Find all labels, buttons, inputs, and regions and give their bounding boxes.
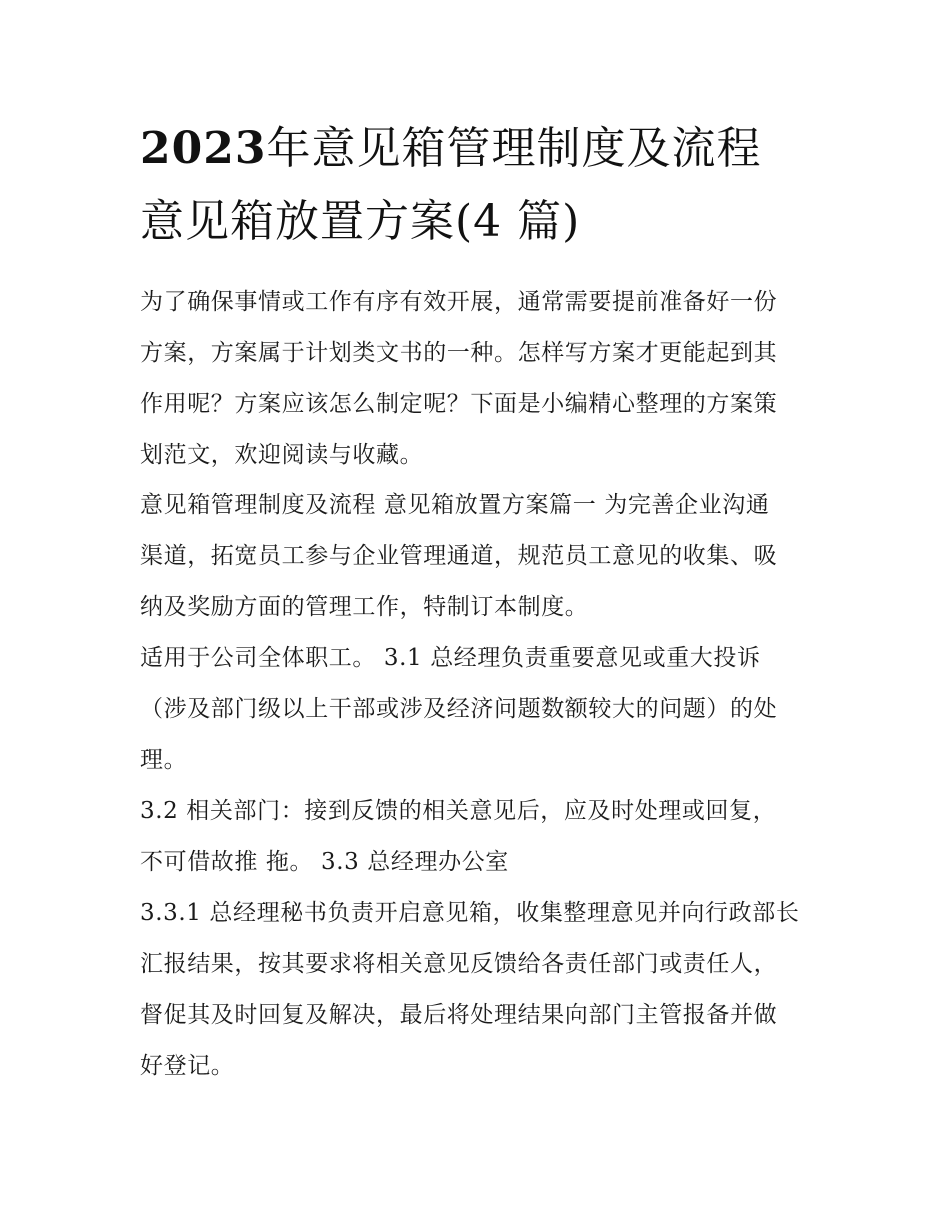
paragraph-line: 适用于公司全体职工。 3.1 总经理负责重要意见或重大投诉 [140,645,761,671]
title-line-2 [140,185,820,258]
paragraph-line: 作用呢？方案应该怎么制定呢？下面是小编精心整理的方案策 [140,391,778,417]
title-year: 2023 [140,123,267,174]
title-line-1 [140,112,820,185]
title-text-2: 意见箱放置方案(4 篇) [140,196,581,247]
paragraph-line: 督促其及时回复及解决，最后将处理结果向部门主管报备并做 [140,1002,778,1028]
paragraph-line: 3.2 相关部门：接到反馈的相关意见后，应及时处理或回复， [140,798,777,824]
paragraph-line: 纳及奖励方面的管理工作，特制订本制度。 [140,594,589,620]
paragraph-line: 3.3.1 总经理秘书负责开启意见箱，收集整理意见并向行政部长 [140,900,800,926]
paragraph-line: 不可借故推 拖。 3.3 总经理办公室 [140,849,509,875]
paragraph-line: 划范文，欢迎阅读与收藏。 [140,442,424,468]
paragraph-line: （涉及部门级以上干部或涉及经济问题数额较大的问题）的处 [140,696,778,722]
paragraph-line: 渠道，拓宽员工参与企业管理通道，规范员工意见的收集、吸 [140,543,778,569]
paragraph-purpose [140,480,820,633]
paragraph-departments [140,786,820,888]
paragraph-intro [140,277,820,481]
title-text-1: 年意见箱管理制度及流程 [266,123,762,174]
paragraph-line: 汇报结果，按其要求将相关意见反馈给各责任部门或责任人， [140,951,778,977]
paragraph-line: 好登记。 [140,1053,235,1079]
paragraph-line: 意见箱管理制度及流程 意见箱放置方案篇一 为完善企业沟通 [140,492,770,518]
paragraph-line: 为了确保事情或工作有序有效开展，通常需要提前准备好一份 [140,289,778,315]
paragraph-line: 理。 [140,747,188,773]
document-title [140,112,820,258]
paragraph-scope [140,633,820,786]
paragraph-line: 方案，方案属于计划类文书的一种。怎样写方案才更能起到其 [140,340,778,366]
paragraph-secretary [140,888,820,1092]
